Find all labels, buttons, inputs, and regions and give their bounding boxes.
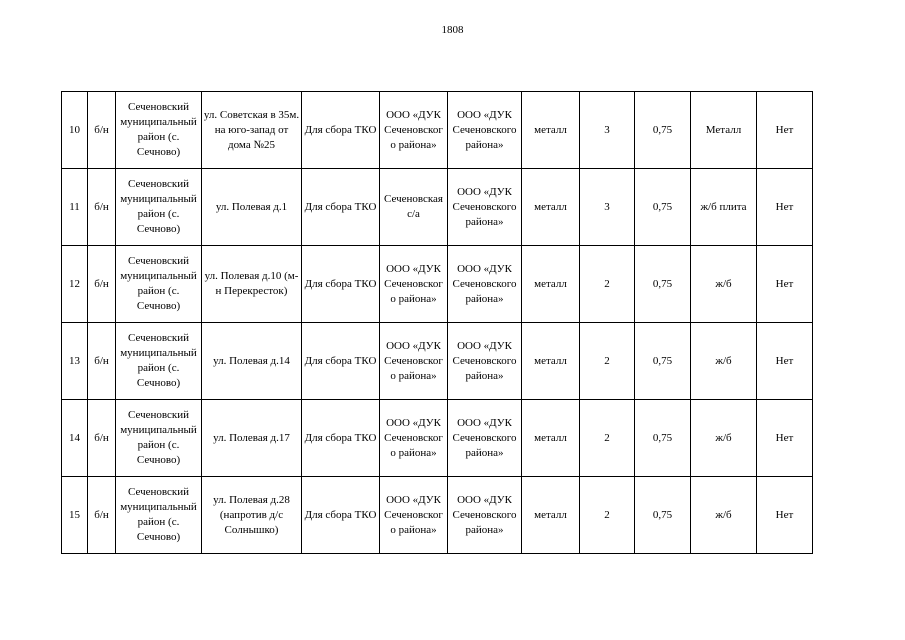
surface-material-cell: ж/б плита (691, 169, 757, 246)
surface-material-cell: ж/б (691, 246, 757, 323)
page-number: 1808 (441, 24, 464, 36)
purpose-cell: Для сбора ТКО (302, 400, 380, 477)
address-cell: ул. Полевая д.17 (202, 400, 302, 477)
purpose-cell: Для сбора ТКО (302, 246, 380, 323)
address-cell: ул. Советская в 35м. на юго-запад от дома №25 (202, 92, 302, 169)
district-cell: Сеченовский муниципальный район (с. Сечново) (116, 323, 202, 400)
container-volume-cell: 0,75 (635, 169, 691, 246)
row-number-cell: 10 (62, 92, 88, 169)
owner-cell: ООО «ДУК Сеченовског о района» (380, 92, 448, 169)
purpose-cell: Для сбора ТКО (302, 323, 380, 400)
registry-number-cell: б/н (88, 400, 116, 477)
purpose-cell: Для сбора ТКО (302, 92, 380, 169)
district-cell: Сеченовский муниципальный район (с. Сечново) (116, 92, 202, 169)
row-number-cell: 14 (62, 400, 88, 477)
table-row (62, 323, 813, 400)
operator-cell: ООО «ДУК Сеченовского района» (448, 400, 522, 477)
owner-cell: ООО «ДУК Сеченовског о района» (380, 477, 448, 554)
owner-cell: Сеченовская с/а (380, 169, 448, 246)
fence-cell: Нет (757, 169, 813, 246)
owner-cell: ООО «ДУК Сеченовског о района» (380, 400, 448, 477)
container-count-cell: 2 (580, 323, 635, 400)
surface-material-cell: Металл (691, 92, 757, 169)
row-number-cell: 11 (62, 169, 88, 246)
operator-cell: ООО «ДУК Сеченовского района» (448, 323, 522, 400)
registry-number-cell: б/н (88, 246, 116, 323)
row-number-cell: 13 (62, 323, 88, 400)
table-row (62, 92, 813, 169)
surface-material-cell: ж/б (691, 477, 757, 554)
fence-cell: Нет (757, 323, 813, 400)
table-row (62, 246, 813, 323)
table-row (62, 477, 813, 554)
owner-cell: ООО «ДУК Сеченовског о района» (380, 246, 448, 323)
fence-cell: Нет (757, 246, 813, 323)
container-count-cell: 2 (580, 477, 635, 554)
table-row (62, 400, 813, 477)
operator-cell: ООО «ДУК Сеченовского района» (448, 246, 522, 323)
purpose-cell: Для сбора ТКО (302, 477, 380, 554)
registry-number-cell: б/н (88, 323, 116, 400)
purpose-cell: Для сбора ТКО (302, 169, 380, 246)
base-type-cell: металл (522, 246, 580, 323)
surface-material-cell: ж/б (691, 400, 757, 477)
address-cell: ул. Полевая д.14 (202, 323, 302, 400)
fence-cell: Нет (757, 92, 813, 169)
base-type-cell: металл (522, 169, 580, 246)
container-count-cell: 3 (580, 169, 635, 246)
base-type-cell: металл (522, 477, 580, 554)
registry-number-cell: б/н (88, 92, 116, 169)
base-type-cell: металл (522, 323, 580, 400)
fence-cell: Нет (757, 477, 813, 554)
base-type-cell: металл (522, 400, 580, 477)
container-volume-cell: 0,75 (635, 323, 691, 400)
registry-number-cell: б/н (88, 477, 116, 554)
operator-cell: ООО «ДУК Сеченовского района» (448, 477, 522, 554)
address-cell: ул. Полевая д.1 (202, 169, 302, 246)
base-type-cell: металл (522, 92, 580, 169)
container-volume-cell: 0,75 (635, 400, 691, 477)
container-count-cell: 2 (580, 400, 635, 477)
container-count-cell: 3 (580, 92, 635, 169)
table-row (62, 169, 813, 246)
district-cell: Сеченовский муниципальный район (с. Сечново) (116, 169, 202, 246)
registry-number-cell: б/н (88, 169, 116, 246)
district-cell: Сеченовский муниципальный район (с. Сечново) (116, 477, 202, 554)
fence-cell: Нет (757, 400, 813, 477)
container-count-cell: 2 (580, 246, 635, 323)
operator-cell: ООО «ДУК Сеченовского района» (448, 169, 522, 246)
address-cell: ул. Полевая д.10 (м-н Перекресток) (202, 246, 302, 323)
registry-table (61, 91, 813, 554)
owner-cell: ООО «ДУК Сеченовског о района» (380, 323, 448, 400)
operator-cell: ООО «ДУК Сеченовского района» (448, 92, 522, 169)
container-volume-cell: 0,75 (635, 92, 691, 169)
container-volume-cell: 0,75 (635, 246, 691, 323)
surface-material-cell: ж/б (691, 323, 757, 400)
container-volume-cell: 0,75 (635, 477, 691, 554)
address-cell: ул. Полевая д.28 (напротив д/с Солнышко) (202, 477, 302, 554)
row-number-cell: 15 (62, 477, 88, 554)
row-number-cell: 12 (62, 246, 88, 323)
district-cell: Сеченовский муниципальный район (с. Сечново) (116, 400, 202, 477)
district-cell: Сеченовский муниципальный район (с. Сечново) (116, 246, 202, 323)
